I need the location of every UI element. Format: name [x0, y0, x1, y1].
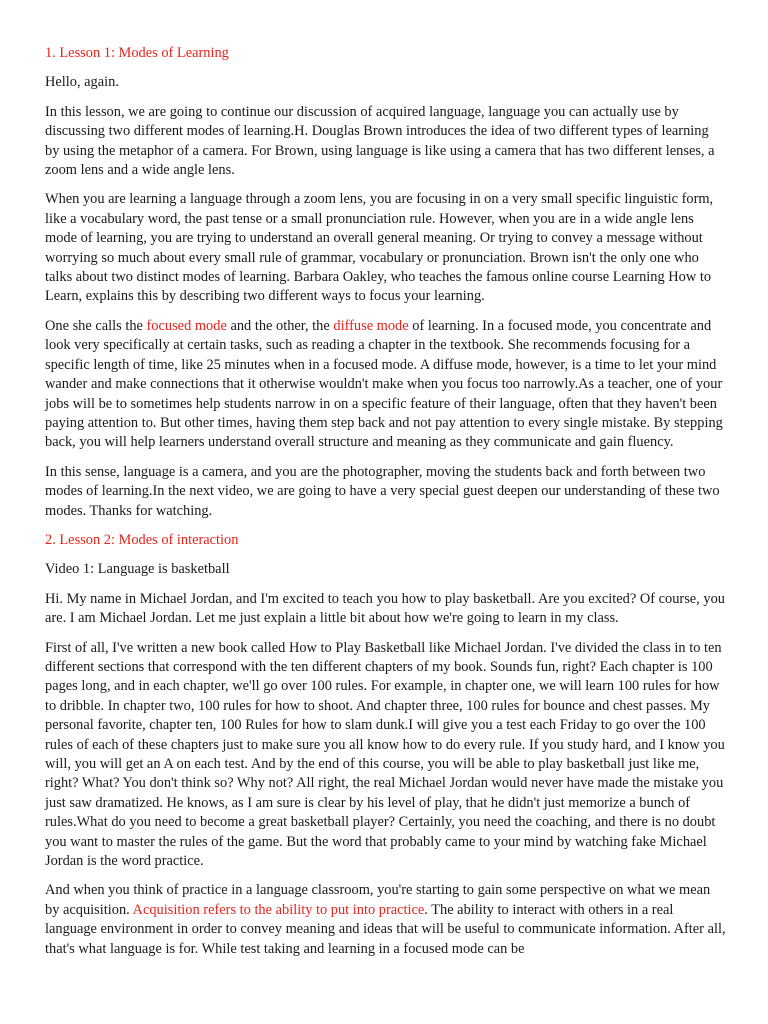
lesson-1-greeting: Hello, again. — [45, 74, 119, 91]
lesson-1-paragraph-4: In this sense, language is a camera, and you are the photographer, moving the students back and forth between two modes of learning.In the next video, we are going to have a very special guest deepen our understanding of these two modes. Thanks for watching. — [45, 463, 720, 519]
paragraph-text: And when you think of practice in a language classroom, you're starting to gain some perspective on what we mean by acquisition. — [45, 882, 711, 918]
lesson-1-paragraph-2: When you are learning a language through a zoom lens, you are focusing in on a very small specific linguistic form, like a vocabulary word, the past tense or a small pronunciation rule. However, when you are in a wide angle lens mode of learning, you are trying to understand an overall general meaning. Or trying to convey a message without worrying so much about every small rule of grammar, vocabulary or pronunciation. Brown isn't the only one who talks about two distinct modes of learning. Barbara Oakley, who teaches the famous online course Learning How to Learn, explains this by describing two different ways to focus your learning. — [45, 191, 714, 305]
lesson-2-heading: 2. Lesson 2: Modes of interaction — [45, 531, 239, 548]
lesson-1-paragraph-3 — [45, 317, 726, 453]
paragraph-text: One she calls the — [45, 317, 147, 334]
paragraph-text: and the other, the — [226, 317, 334, 334]
diffuse-mode-highlight: diffuse mode — [333, 317, 409, 334]
lesson-1-heading: 1. Lesson 1: Modes of Learning — [45, 45, 229, 61]
paragraph-text: of learning. In a focused mode, you concentrate and look very specifically at certain tasks, such as reading a chapter in the textbook. She recommends focusing for a specific length of time, like 25 minutes when in a focused mode. A diffuse mode, however, is a time to let your mind wander and make connections that it otherwise wouldn't make when you focus too narrowly.As a teacher, one of your jobs will be to sometimes help students narrow in on a specific feature of their language, often that they haven't been paying attention to. But other times, having them step back and not pay attention to every single mistake. By stepping back, you will help learners understand overall structure and meaning as they communicate and gain fluency. — [45, 317, 723, 451]
lesson-2-paragraph-3 — [45, 881, 726, 959]
acquisition-definition-highlight: Acquisition refers to the ability to put into practice — [132, 901, 425, 918]
lesson-2-paragraph-2: First of all, I've written a new book called How to Play Basketball like Michael Jordan. I've divided the class in to ten different sections that correspond with the ten different chapters of my book. Sounds fun, right? Each chapter is 100 pages long, and in each chapter, we'll go over 100 rules. For example, in chapter one, we will learn 100 rules for how to dribble. In chapter two, 100 rules for how to shoot. And chapter three, 100 rules for bounce and chest passes. My personal favorite, chapter ten, 100 Rules for how to slam dunk.I will give you a test each Friday to go over the 100 rules of each of these chapters just to make sure you all know how to do every rule. If you study hard, and I know you will, you will get an A on each test. And by the end of this course, you will be able to play basketball just like me, right? What? You don't think so? Why not? All right, the real Michael Jordan would never have made the mistake you just saw dramatized. He knows, as I am sure is clear by his level of play, that he didn't just memorize a bunch of rules.What do you need to become a great basketball player? Certainly, you need the coaching, and there is no doubt you want to master the rules of the game. But the word that probably came to your mind by watching fake Michael Jordan is the word practice. — [45, 639, 725, 870]
lesson-1-paragraph-1: In this lesson, we are going to continue our discussion of acquired language, language you can actually use by discussing two different modes of learning.H. Douglas Brown introduces the idea of two different types of learning by using the metaphor of a camera. For Brown, using language is like using a camera that has two different lenses, a zoom lens and a wide angle lens. — [45, 103, 715, 179]
focused-mode-highlight: focused mode — [146, 317, 227, 334]
paragraph-text: . The ability to interact with others in a real language environment in order to convey meaning and ideas that will be useful to communicate information. After all, that's what language is for. While test taking and learning in a focused mode can be — [45, 901, 726, 957]
video-1-title: Video 1: Language is basketball — [45, 561, 230, 578]
lesson-2-paragraph-1: Hi. My name in Michael Jordan, and I'm excited to teach you how to play basketball. Are you excited? Of course, you are. I am Michael Jordan. Let me just explain a little bit about how we're going to learn in my class. — [45, 590, 725, 627]
